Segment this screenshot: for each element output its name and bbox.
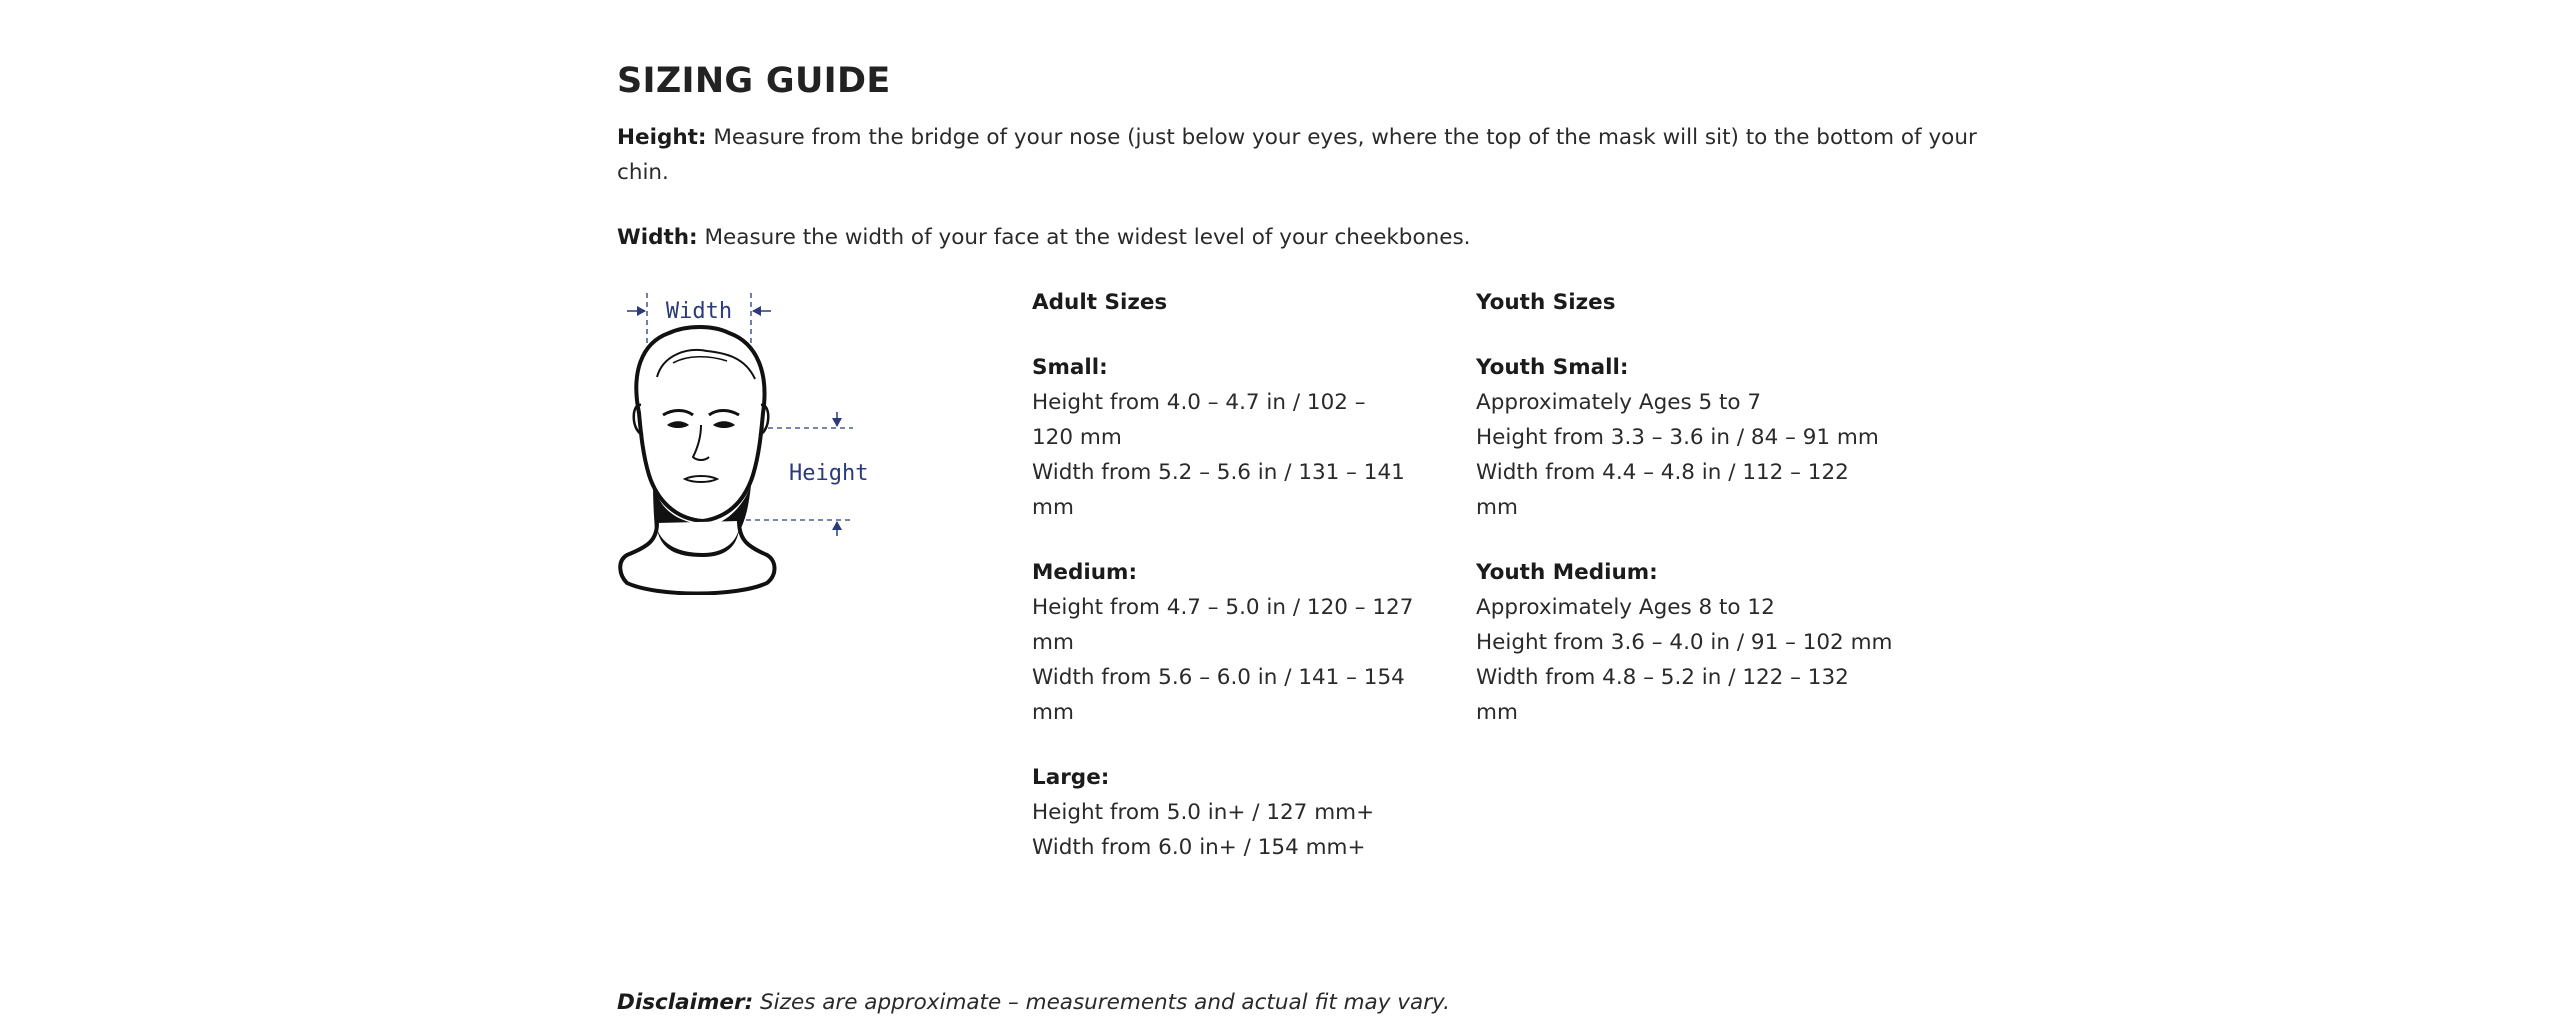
youth-sizes-heading: Youth Sizes [1476, 290, 1616, 315]
disclaimer-text: Sizes are approximate – measurements and actual fit may vary. [753, 990, 1450, 1015]
size-width: Width from 4.8 – 5.2 in / 122 – 132 mm [1476, 665, 1849, 725]
size-width: Width from 5.2 – 5.6 in / 131 – 141 mm [1032, 460, 1405, 520]
size-width: Width from 5.6 – 6.0 in / 141 – 154 mm [1032, 665, 1405, 725]
width-label: Width [665, 299, 733, 324]
height-arrow-top-head [832, 418, 842, 427]
width-definition-text: Measure the width of your face at the widest level of your cheekbones. [697, 225, 1471, 250]
disclaimer-label: Disclaimer: [617, 990, 754, 1015]
size-name: Youth Medium: [1476, 560, 1658, 585]
size-ages: Approximately Ages 5 to 7 [1476, 390, 1762, 415]
size-height: Height from 3.3 – 3.6 in / 84 – 91 mm [1476, 425, 1879, 450]
adult-sizes-column [1032, 285, 1432, 865]
width-arrow-right-head [752, 306, 761, 316]
width-definition-label: Width: [617, 225, 698, 250]
size-name: Large: [1032, 765, 1110, 790]
height-label: Height [789, 461, 869, 486]
youth-sizes-column [1476, 285, 1896, 730]
size-height: Height from 4.0 – 4.7 in / 102 – 120 mm [1032, 390, 1366, 450]
size-name: Youth Small: [1476, 355, 1629, 380]
size-height: Height from 5.0 in+ / 127 mm+ [1032, 800, 1375, 825]
height-definition [617, 120, 2017, 190]
height-definition-text: Measure from the bridge of your nose (just below your eyes, where the top of the mask will sit) to the bottom of your chin. [617, 125, 1977, 185]
size-block-small [1032, 350, 1432, 525]
size-block-medium [1032, 555, 1432, 730]
width-definition [617, 220, 2017, 255]
height-arrow-bottom-head [832, 521, 842, 530]
disclaimer [617, 985, 1450, 1020]
height-definition-label: Height: [617, 125, 707, 150]
face-measurement-diagram [617, 285, 897, 595]
size-block-youth-medium [1476, 555, 1896, 730]
size-height: Height from 4.7 – 5.0 in / 120 – 127 mm [1032, 595, 1414, 655]
sizing-guide [617, 52, 2017, 1015]
size-block-large [1032, 760, 1432, 865]
size-ages: Approximately Ages 8 to 12 [1476, 595, 1775, 620]
size-block-youth-small [1476, 350, 1896, 525]
sizes-section [617, 285, 2017, 1015]
size-height: Height from 3.6 – 4.0 in / 91 – 102 mm [1476, 630, 1893, 655]
size-width: Width from 6.0 in+ / 154 mm+ [1032, 835, 1366, 860]
adult-sizes-heading: Adult Sizes [1032, 290, 1168, 315]
size-name: Small: [1032, 355, 1108, 380]
neck-shoulders [620, 521, 774, 594]
width-arrow-left-head [637, 306, 646, 316]
size-width: Width from 4.4 – 4.8 in / 112 – 122 mm [1476, 460, 1849, 520]
size-name: Medium: [1032, 560, 1138, 585]
page-title: SIZING GUIDE [617, 61, 891, 101]
